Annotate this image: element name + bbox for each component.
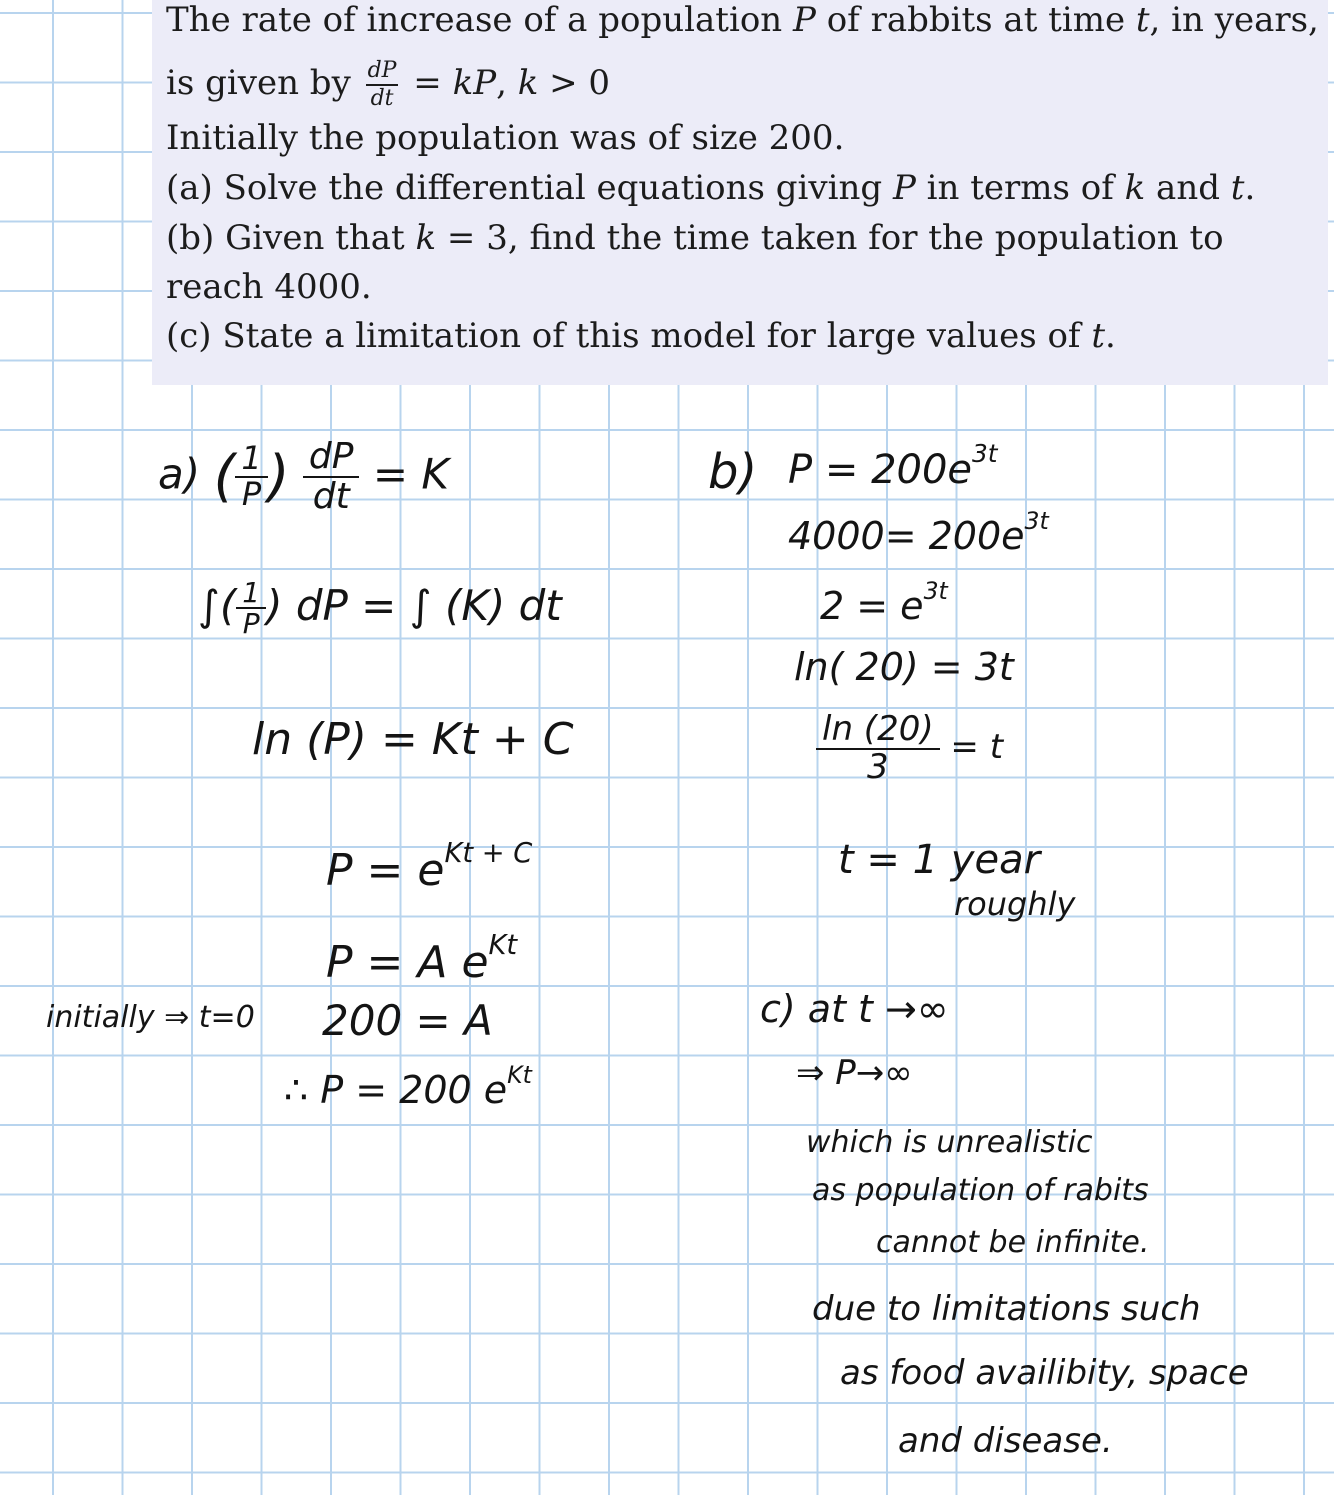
part-b-step-5: $\frac{\ln (20)}{3}$ = t — [816, 712, 1003, 785]
part-b-step-2: $4000= 200e^{3t}$ — [788, 507, 1049, 559]
part-a-step-4: $P = e^{Kt + C}$ — [326, 838, 533, 897]
part-c-line-1: c) at t →∞ — [760, 987, 949, 1031]
question-line-3: Initially the population was of size 200. — [166, 118, 845, 158]
question-line-5: (b) Given that k = 3, find the time taken for the population to — [166, 218, 1224, 258]
part-c-line-3: which is unrealistic — [806, 1125, 1093, 1160]
initially-note: initially ⇒ t=0 — [46, 1000, 255, 1035]
part-c-line-4: as population of rabits — [812, 1173, 1149, 1208]
part-a-step-1: a) ( $\frac{1}{P}$ ) $\frac{dP}{dt}$ = K — [158, 436, 449, 517]
part-a-result: ∴ P = 200 $e^{Kt}$ — [284, 1061, 532, 1113]
part-b-answer: t = 1 year — [838, 837, 1041, 883]
part-a-step-5: P = A $e^{Kt}$ — [326, 930, 518, 989]
part-a-step-3: ln (P) = Kt + C — [252, 714, 574, 765]
part-b-step-1: $P = 200e^{3t}$ — [788, 439, 998, 494]
question-line-4: (a) Solve the differential equations giving P in terms of k and t. — [166, 168, 1256, 208]
part-c-line-6: due to limitations such — [812, 1289, 1201, 1329]
part-c-line-8: and disease. — [898, 1421, 1113, 1461]
part-b-step-3: $2 = e^{3t}$ — [820, 577, 948, 629]
question-line-2: is given by $\frac{dP}{dt}$ = kP, k > 0 — [166, 58, 611, 111]
part-a-step-2: ∫( $\frac{1}{P}$ ) dP = ∫ (K) dt — [198, 576, 562, 641]
part-c-line-2: ⇒ P→∞ — [796, 1053, 913, 1093]
part-c-line-7: as food availibity, space — [840, 1353, 1249, 1393]
dp-dt-fraction: $\frac{dP}{dt}$ — [367, 58, 397, 111]
part-b-roughly: roughly — [954, 885, 1076, 923]
part-c-line-5: cannot be infinite. — [876, 1225, 1150, 1260]
part-b-label: b) — [708, 444, 758, 500]
question-line-6: reach 4000. — [166, 267, 372, 307]
question-line-7: (c) State a limitation of this model for large values of t. — [166, 316, 1116, 356]
part-b-step-4: ln( 20) = 3t — [794, 645, 1014, 689]
part-a-step-6: 200 = A — [322, 996, 493, 1045]
question-line-1: The rate of increase of a population P of rabbits at time t, in years, — [166, 0, 1319, 40]
